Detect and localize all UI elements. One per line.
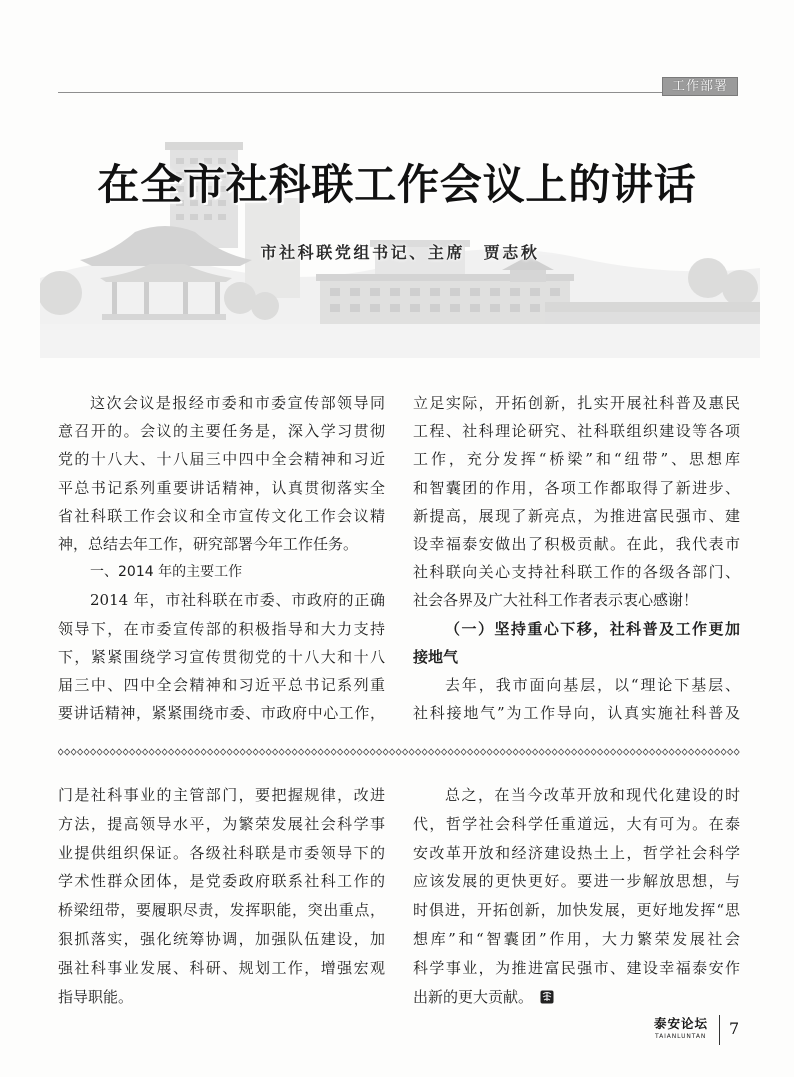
section-tag: 工作部署 [662, 77, 738, 96]
text-line: 门是社科事业的主管部门，要把握规律，改进 [58, 786, 385, 804]
text-line: 科学事业，为推进富民强市、建设幸福泰安作 [413, 958, 740, 977]
text-line: 下，紧紧围绕学习宣传贯彻党的十八大和十八 [58, 647, 385, 666]
section-heading: 一、2014 年的主要工作 [90, 564, 243, 581]
text-line: 出新的更大贡献。 [413, 987, 534, 1006]
subsection-heading: （一）坚持重心下移，社科普及工作更加 [445, 619, 740, 638]
divider-diamonds [58, 749, 739, 755]
text-line-last [413, 983, 740, 1012]
text-line: 总之，在当今改革开放和现代化建设的时 [445, 786, 740, 804]
text-line: 要讲话精神，紧紧围绕市委、市政府中心工作， [58, 704, 385, 723]
article-byline: 市社科联党组书记、主席 贾志秋 [260, 243, 540, 262]
text-line: 省社科联工作会议和全市宣传文化工作会议精 [58, 506, 385, 525]
lower-right-column [413, 781, 740, 1011]
ground [40, 324, 760, 358]
text-line: 指导职能。 [58, 987, 134, 1006]
text-line: 安改革开放和经济建设热土上，哲学社会科学 [413, 843, 740, 862]
header-rule [58, 92, 662, 93]
footer-separator [719, 1015, 720, 1045]
diamond-divider [58, 748, 740, 756]
text-line: 去年，我市面向基层，以“理论下基层、 [445, 675, 740, 694]
text-line: 应该发展的更快更好。要进一步解放思想，与 [413, 872, 740, 891]
text-line: 工作，充分发挥“桥梁”和“纽带”、思想库 [413, 450, 740, 469]
subsection-heading: 接地气 [413, 647, 459, 666]
article-title: 在全市社科联工作会议上的讲话 [97, 160, 697, 209]
text-line: 强社科事业发展、科研、规划工作，增强宏观 [58, 958, 385, 977]
text-line: 桥梁纽带，要履职尽责，发挥职能，突出重点， [58, 901, 385, 920]
text-line: 新提高，展现了新亮点，为推进富民强市、建 [413, 506, 740, 525]
end-mark-icon [540, 990, 554, 1004]
text-line: 党的十八大、十八届三中四中全会精神和习近 [58, 450, 385, 469]
text-line: 立足实际，开拓创新，扎实开展社科普及惠民 [413, 394, 740, 412]
text-line: 领导下，在市委宣传部的积极指导和大力支持 [58, 619, 385, 638]
text-line: 社科联向关心支持社科联工作的各级各部门、 [413, 563, 740, 582]
text-line: 想库”和“智囊团”作用，大力繁荣发展社会 [413, 929, 740, 948]
text-line: 时俱进，开拓创新，加快发展，更好地发挥“思 [413, 901, 740, 920]
lower-left-column [58, 781, 385, 1011]
text-line: 平总书记系列重要讲话精神，认真贯彻落实全 [58, 478, 385, 497]
magazine-name: 泰安论坛 [654, 1016, 709, 1031]
text-line: 社科接地气”为工作导向，认真实施社科普及 [413, 704, 740, 723]
text-line: 方法，提高领导水平，为繁荣发展社会科学事 [58, 814, 385, 833]
upper-right-column [413, 389, 740, 727]
text-line: 代，哲学社会科学任重道远，大有可为。在泰 [413, 814, 740, 833]
text-line: 业提供组织保证。各级社科联是市委领导下的 [58, 843, 385, 862]
text-line: 2014 年，市社科联在市委、市政府的正确 [90, 591, 385, 610]
text-line: 和智囊团的作用，各项工作都取得了新进步、 [413, 478, 740, 497]
text-line: 工程、社科理论研究、社科联组织建设等各项 [413, 422, 740, 441]
text-line: 社会各界及广大社科工作者表示衷心感谢！ [413, 591, 699, 610]
text-line: 狠抓落实，强化统筹协调，加强队伍建设，加 [58, 929, 385, 948]
page-number: 7 [729, 1019, 740, 1038]
text-line: 神，总结去年工作，研究部署今年工作任务。 [58, 534, 359, 553]
text-line: 届三中、四中全会精神和习近平总书记系列重 [58, 675, 385, 694]
text-line: 这次会议是报经市委和市委宣传部领导同 [90, 394, 385, 412]
text-line: 学术性群众团体，是党委政府联系社科工作的 [58, 872, 385, 891]
text-line: 设幸福泰安做出了积极贡献。在此，我代表市 [413, 534, 740, 553]
magazine-name-pinyin: TAIANLUNTAN [655, 1033, 707, 1040]
upper-left-column [58, 389, 385, 727]
text-line: 意召开的。会议的主要任务是，深入学习贯彻 [58, 422, 385, 441]
